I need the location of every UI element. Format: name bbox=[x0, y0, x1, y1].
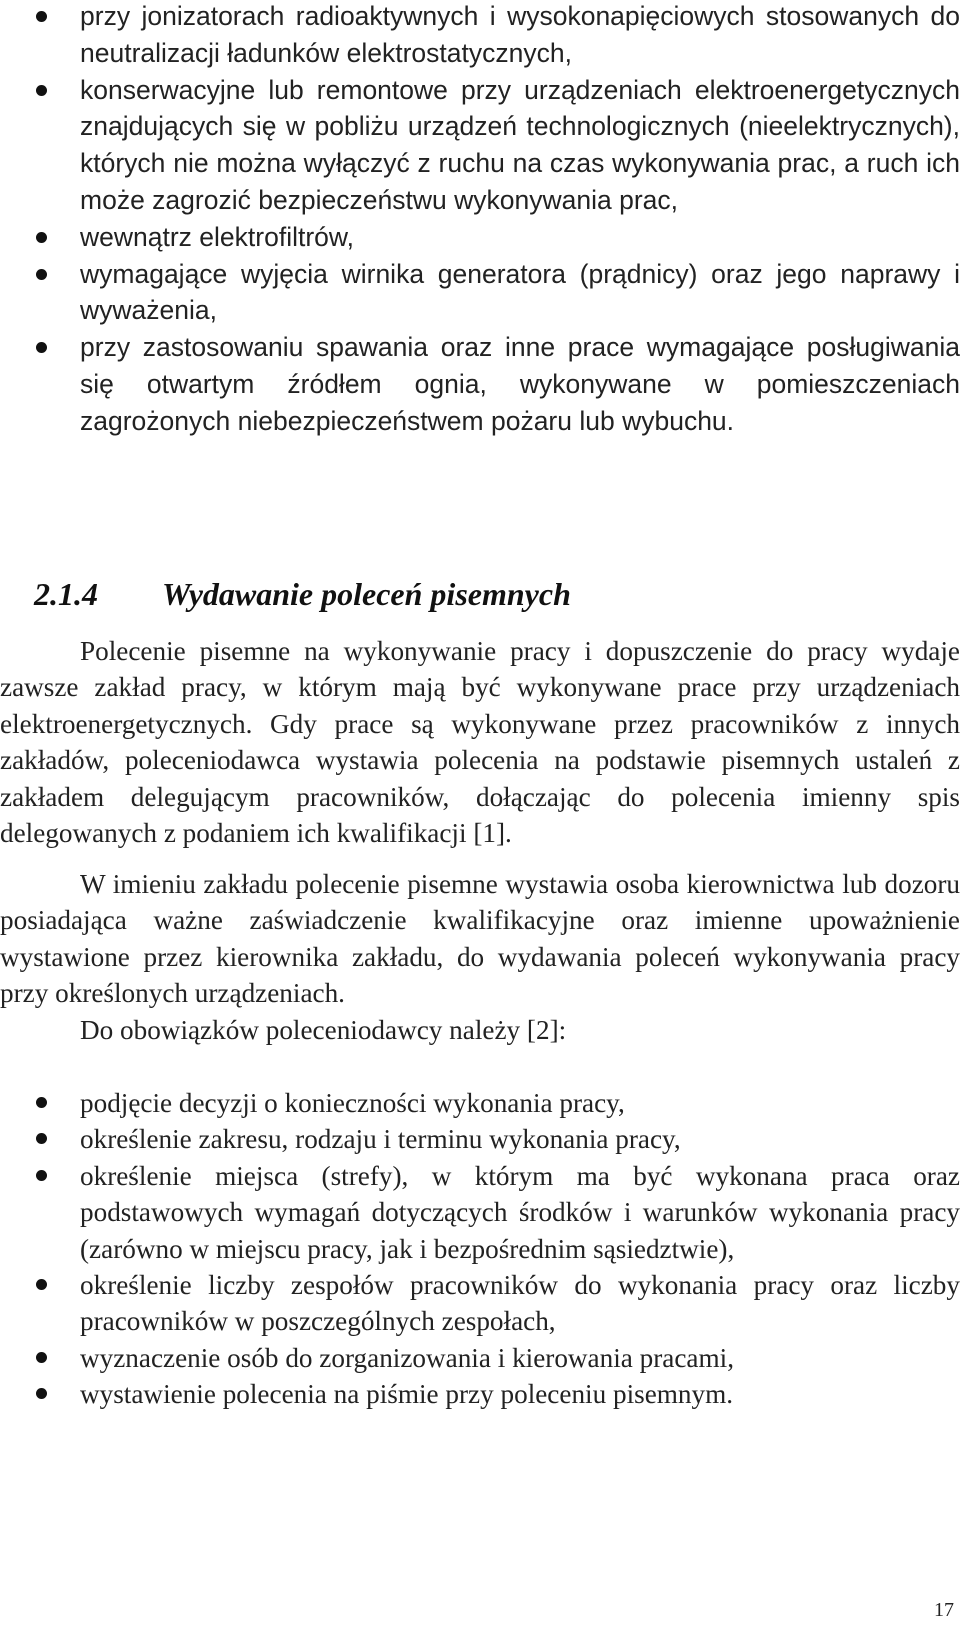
bullet-icon bbox=[36, 269, 47, 280]
section-number: 2.1.4 bbox=[34, 576, 98, 612]
list-item: określenie zakresu, rodzaju i terminu wykonania pracy, bbox=[0, 1121, 960, 1157]
bullet-icon bbox=[36, 11, 47, 22]
list-item: konserwacyjne lub remontowe przy urządzeniach elektroenergetycznych znajdujących się w pobliżu urządzeń technologicznych (nieelektrycznych), których nie można wyłączyć z ruchu na czas wykonywania prac, a ruch ich może zagrozić bezpieczeństwu wykonywania prac, bbox=[0, 72, 960, 219]
list-item: przy jonizatorach radioaktywnych i wysokonapięciowych stosowanych do neutralizacji ładunków elektrostatycznych, bbox=[0, 0, 960, 72]
bullet-icon bbox=[36, 1388, 47, 1399]
list-item: wyznaczenie osób do zorganizowania i kierowania pracami, bbox=[0, 1340, 960, 1376]
duties-list bbox=[0, 1085, 960, 1413]
list-item: podjęcie decyzji o konieczności wykonania pracy, bbox=[0, 1085, 960, 1121]
list-item: określenie liczby zespołów pracowników do wykonania pracy oraz liczby pracowników w poszczególnych zespołach, bbox=[0, 1267, 960, 1340]
paragraph: W imieniu zakładu polecenie pisemne wystawia osoba kierownictwa lub dozoru posiadająca ważne zaświadczenie kwalifikacyjne oraz imienne upoważnienie wystawione przez kierownika zakładu, do wydawania poleceń wykonywania pracy przy określonych urządzeniach. bbox=[0, 869, 960, 1009]
list-item: wystawienie polecenia na piśmie przy poleceniu pisemnym. bbox=[0, 1376, 960, 1412]
list-item: wymagające wyjęcia wirnika generatora (prądnicy) oraz jego naprawy i wyważenia, bbox=[0, 256, 960, 330]
bullet-icon bbox=[36, 232, 47, 243]
paragraph: Polecenie pisemne na wykonywanie pracy i dopuszczenie do pracy wydaje zawsze zakład pracy, w którym mają być wykonywane prace przy urządzeniach elektroenergetycznych. Gdy prace są wykonywane przez pracowników z innych zakładów, poleceniodawca wystawia polecenia na podstawie pisemnych ustaleń z zakładem delegującym pracowników, dołączając do polecenia imienny spis delegowanych z podaniem ich kwalifikacji [1]. bbox=[0, 636, 960, 849]
work-types-list bbox=[0, 0, 960, 440]
list-item: przy zastosowaniu spawania oraz inne prace wymagające posługiwania się otwartym źródłem ognia, wykonywane w pomieszczeniach zagrożonych niebezpieczeństwem pożaru lub wybuchu. bbox=[0, 329, 960, 439]
section-title: Wydawanie poleceń pisemnych bbox=[162, 576, 571, 612]
bullet-icon bbox=[36, 85, 47, 96]
bullet-icon bbox=[36, 1170, 47, 1181]
bullet-icon bbox=[36, 1097, 47, 1108]
bullet-icon bbox=[36, 342, 47, 353]
paragraph: Do obowiązków poleceniodawcy należy [2]: bbox=[80, 1015, 567, 1045]
list-item: określenie miejsca (strefy), w którym ma być wykonana praca oraz podstawowych wymagań dotyczących środków i warunków wykonania pracy (zarówno w miejscu pracy, jak i bezpośrednim sąsiedztwie), bbox=[0, 1158, 960, 1267]
bullet-icon bbox=[36, 1133, 47, 1144]
bullet-icon bbox=[36, 1352, 47, 1363]
section-heading bbox=[34, 574, 571, 614]
list-item: wewnątrz elektrofiltrów, bbox=[0, 219, 960, 256]
bullet-icon bbox=[36, 1279, 47, 1290]
page-number: 17 bbox=[934, 1599, 954, 1621]
